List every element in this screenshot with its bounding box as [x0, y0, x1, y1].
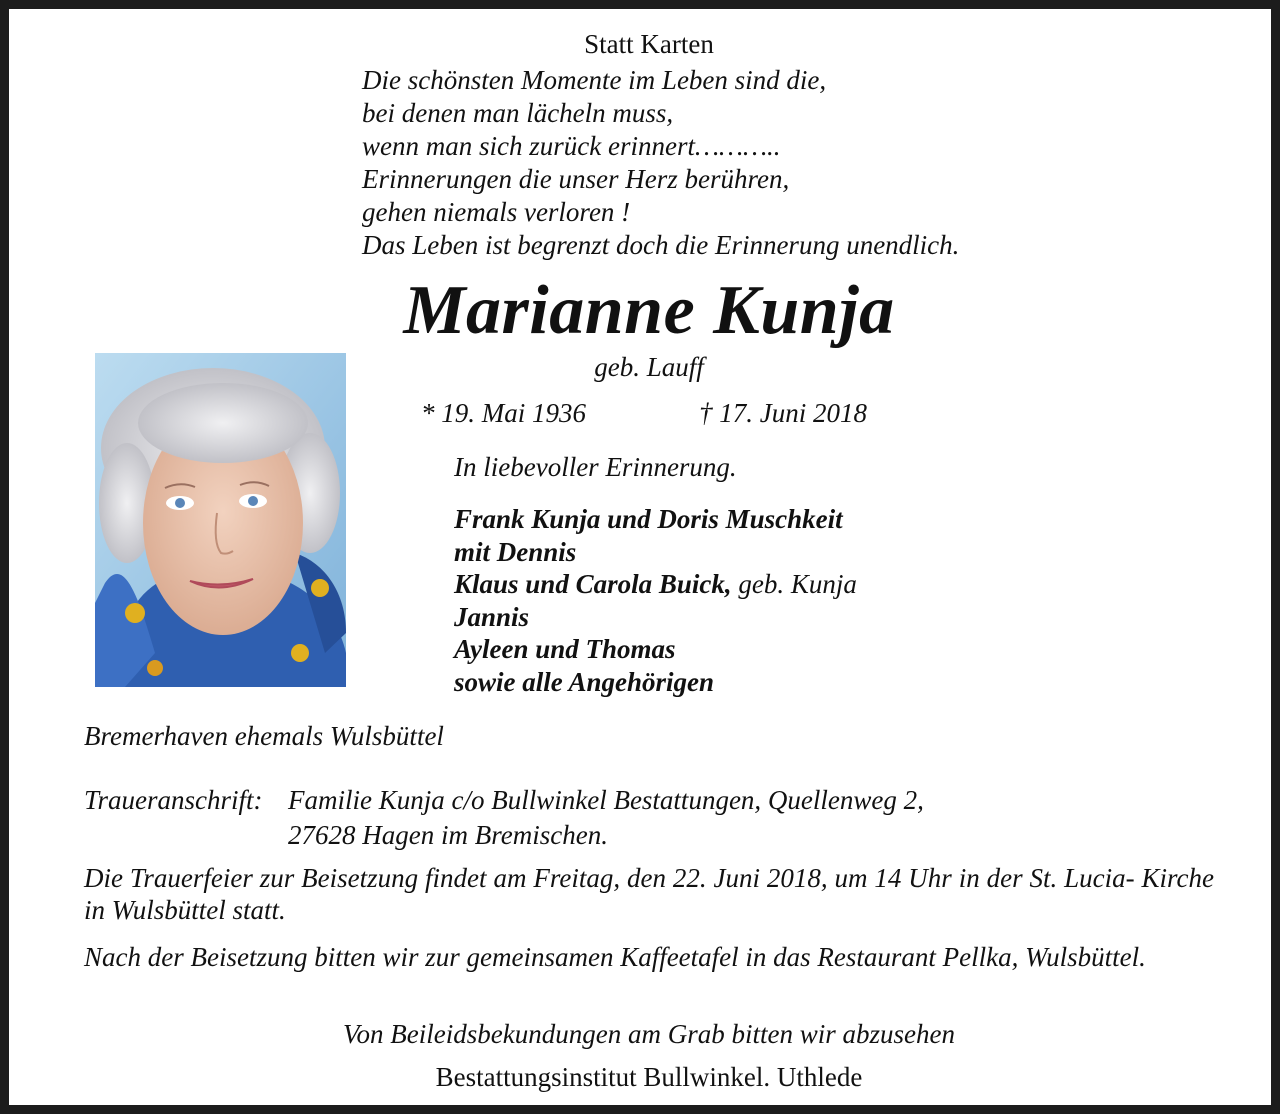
funeral-home: Bestattungsinstitut Bullwinkel. Uthlede	[435, 1062, 863, 1092]
family-signatures	[454, 503, 857, 699]
poem	[362, 64, 959, 262]
condolence-note: Von Beileidsbekundungen am Grab bitten wir abzusehen	[343, 1019, 955, 1049]
maiden-name: geb. Lauff	[594, 352, 704, 382]
address-label: Traueranschrift:	[84, 785, 263, 815]
address-line-2: 27628 Hagen im Bremischen.	[288, 820, 608, 850]
poem-line: wenn man sich zurück erinnert………..	[362, 131, 781, 161]
family-line	[454, 568, 857, 601]
poem-line: Erinnerungen die unser Herz berühren,	[362, 164, 790, 194]
poem-line: gehen niemals verloren !	[362, 197, 631, 227]
portrait-photo	[95, 353, 346, 687]
header-statt-karten: Statt Karten	[584, 29, 714, 59]
family-line: sowie alle Angehörigen	[454, 666, 715, 697]
place-line: Bremerhaven ehemals Wulsbüttel	[84, 721, 444, 751]
family-line: Jannis	[454, 601, 530, 632]
family-line: Ayleen und Thomas	[454, 634, 676, 665]
poem-line: Das Leben ist begrenzt doch die Erinnerung unendlich.	[362, 230, 960, 260]
coffee-paragraph: Nach der Beisetzung bitten wir zur gemeinsamen Kaffeetafel in das Restaurant Pellka, Wulsbüttel.	[84, 942, 1146, 972]
deceased-name: Marianne Kunja	[403, 272, 895, 349]
family-line: Frank Kunja und Doris Muschkeit	[454, 504, 843, 534]
death-date: † 17. Juni 2018	[699, 398, 867, 428]
address-line-1: Familie Kunja c/o Bullwinkel Bestattungen, Quellenweg 2,	[288, 785, 924, 815]
birth-date: * 19. Mai 1936	[421, 398, 586, 428]
family-line-bold: Klaus und Carola Buick,	[454, 569, 732, 600]
family-line-italic: geb. Kunja	[731, 569, 857, 600]
poem-line: bei denen man lächeln muss,	[362, 98, 674, 128]
ceremony-paragraph: Die Trauerfeier zur Beisetzung findet am Freitag, den 22. Juni 2018, um 14 Uhr in der St. Lucia- Kirche in Wulsbüttel statt.	[84, 863, 1214, 925]
poem-line: Die schönsten Momente im Leben sind die,	[362, 65, 827, 95]
memory-line: In liebevoller Erinnerung.	[454, 452, 737, 482]
family-line: mit Dennis	[454, 536, 577, 567]
